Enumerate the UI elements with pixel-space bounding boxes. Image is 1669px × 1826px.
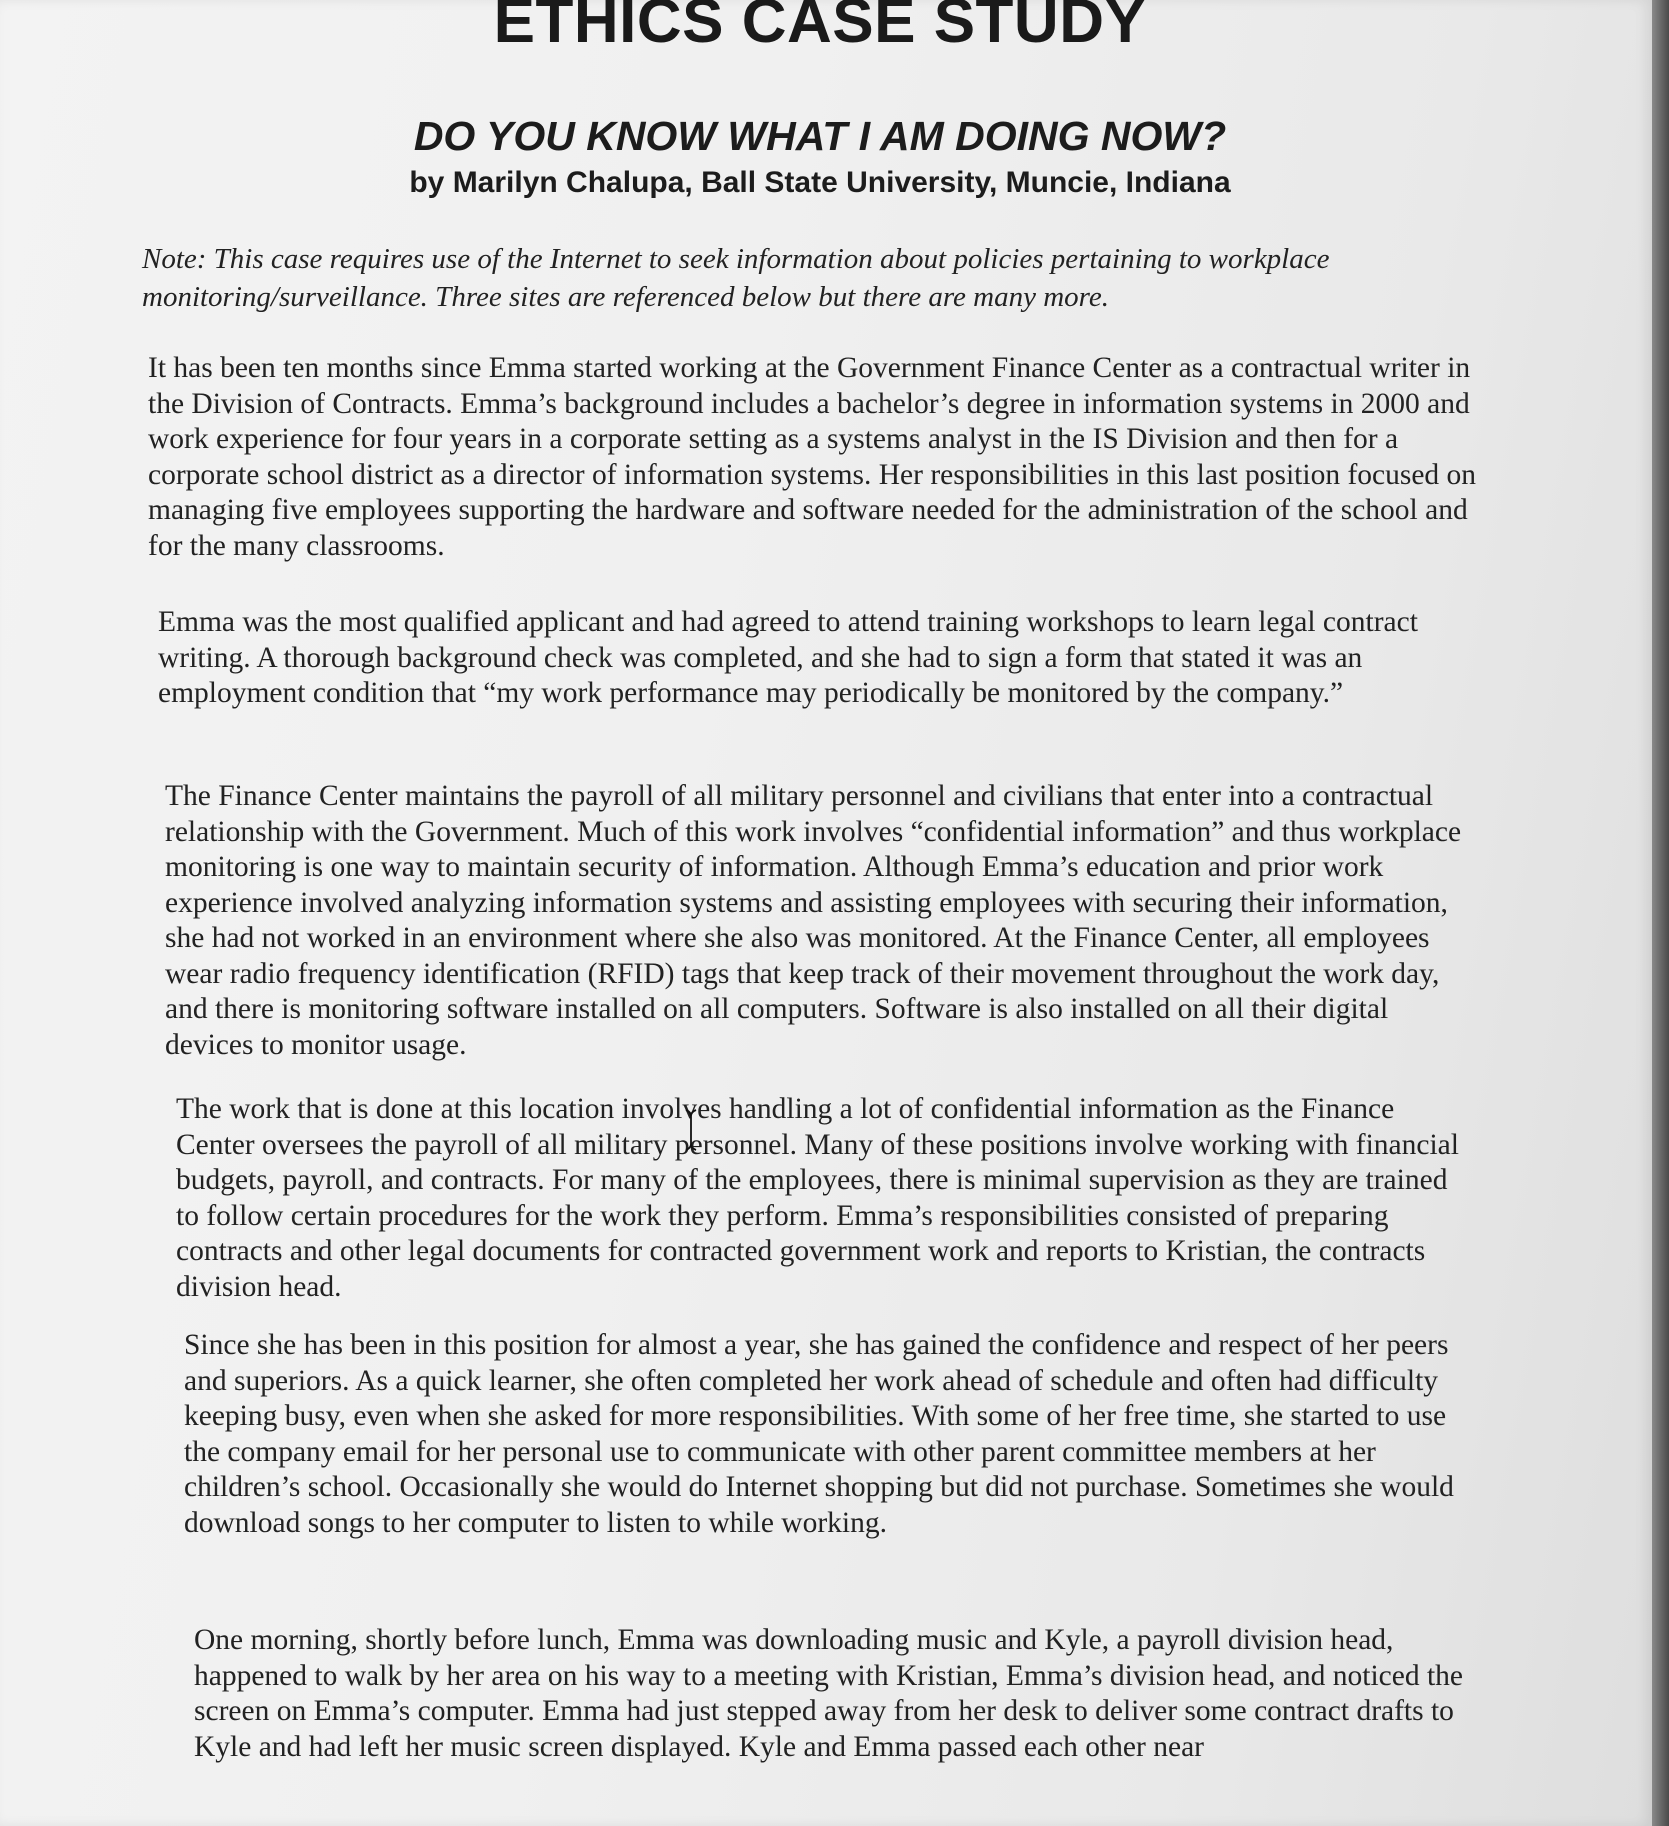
paragraph: It has been ten months since Emma started working at the Government Finance Center as a contractual writer in the Division of Contracts. Emma’s background includes a bachelor’s degree in information systems in 2000 and work experience for four years in a corporate setting as a systems analyst in the IS Division and then for a corporate school district as a director of information systems. Her responsibilities in this last position focused on managing five employees supporting the hardware and software needed for the administration of the school and for the many classrooms. [148,352,1477,562]
case-note: Note: This case requires use of the Internet to seek information about policies pertaining to workplace monitoring/surveillance. Three sites are referenced below but there are many more. [142,243,1330,313]
paragraph: One morning, shortly before lunch, Emma was downloading music and Kyle, a payroll division head, happened to walk by her area on his way to a meeting with Kristian, Emma’s division head, and noticed the screen on Emma’s computer. Emma had just stepped away from her desk to deliver some contract drafts to Kyle and had left her music screen displayed. Kyle and Emma passed each other near [194,1624,1463,1763]
paragraph: Emma was the most qualified applicant and had agreed to attend training workshops to learn legal contract writing. A thorough background check was completed, and she had to sign a form that stated it was an employment condition that “my work performance may periodically be monitored by the company.” [158,606,1418,709]
text-cursor-icon [684,1108,698,1152]
paragraph: Since she has been in this position for almost a year, she has gained the confidence and respect of her peers and superiors. As a quick learner, she often completed her work ahead of schedule and often had difficulty keeping busy, even when she asked for more responsibilities. With some of her free time, she started to use the company email for her personal use to communicate with other parent committee members at her children’s school. Occasionally she would do Internet shopping but did not purchase. Sometimes she would download songs to her computer to listen to while working. [184,1329,1454,1539]
paragraph: The Finance Center maintains the payroll of all military personnel and civilians that enter into a contractual relationship with the Government. Much of this work involves “confidential information” and thus workplace monitoring is one way to maintain security of information. Although Emma’s education and prior work experience involved analyzing information systems and assisting employees with securing their information, she had not worked in an environment where she also was monitored. At the Finance Center, all employees wear radio frequency identification (RFID) tags that keep track of their movement throughout the work day, and there is monitoring software installed on all computers. Software is also installed on all their digital devices to monitor usage. [165,780,1462,1061]
author-byline: by Marilyn Chalupa, Ball State University, Muncie, Indiana [409,166,1231,199]
case-title: DO YOU KNOW WHAT I AM DOING NOW? [413,113,1227,159]
screen-bezel [1652,0,1669,1826]
paragraph: The work that is done at this location involves handling a lot of confidential information as the Finance Center oversees the payroll of all military personnel. Many of these positions involve working with financial budgets, payroll, and contracts. For many of the employees, there is minimal supervision as they are trained to follow certain procedures for the work they perform. Emma’s responsibilities consisted of preparing contracts and other legal documents for contracted government work and reports to Kristian, the contracts division head. [176,1093,1459,1303]
page-title: ETHICS CASE STUDY [493,0,1147,56]
